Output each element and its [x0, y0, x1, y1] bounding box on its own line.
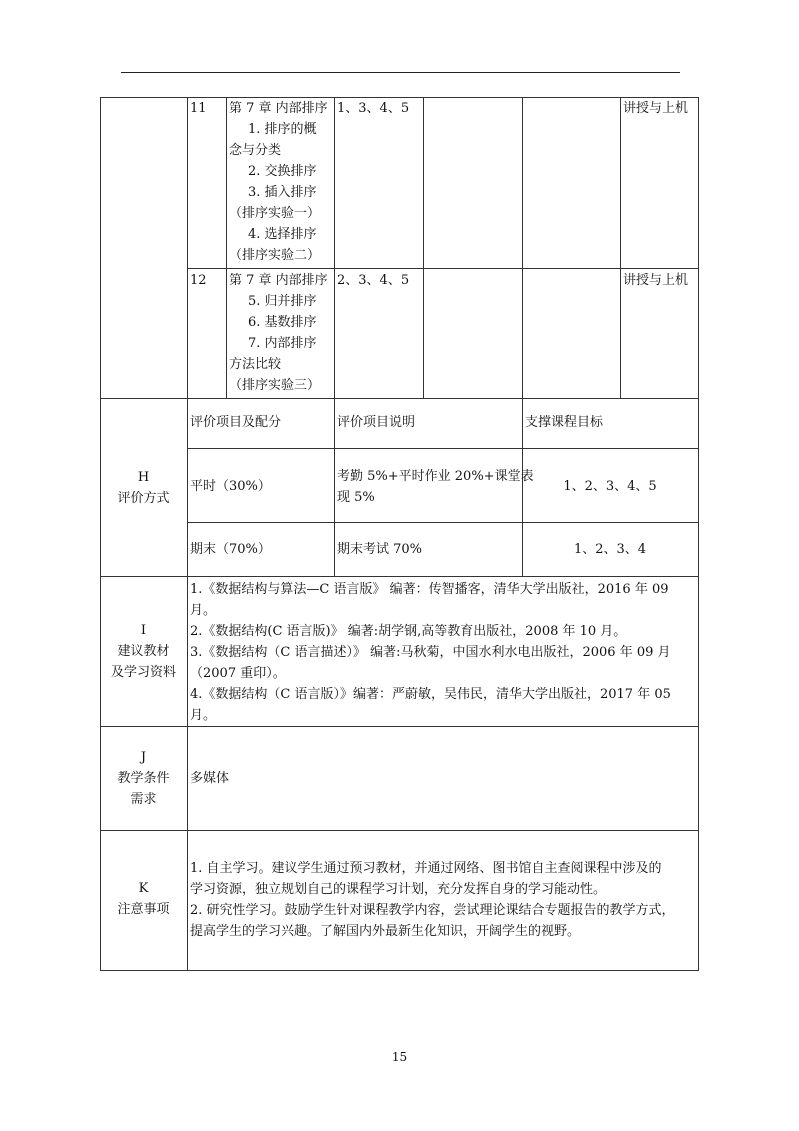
chapter-line: 5. 归并排序 [248, 294, 317, 309]
col-divider [423, 97, 424, 398]
section-title: 需求 [130, 792, 157, 807]
chapter-line: （排序实验三） [229, 378, 321, 393]
eval-goals: 1、2、3、4 [573, 542, 647, 557]
col-divider [226, 97, 227, 398]
table-border-right [698, 97, 699, 970]
row-divider [187, 448, 699, 449]
section-letter: J [140, 750, 147, 765]
reference-line: 月。 [190, 603, 217, 618]
section-title: 建议教材 [117, 644, 170, 659]
chapter-line: 念与分类 [229, 143, 282, 158]
label-column-divider [187, 97, 188, 970]
week-number: 12 [190, 273, 207, 288]
chapter-line: （排序实验二） [229, 248, 321, 263]
section-title: 及学习资料 [110, 665, 176, 680]
eval-item: 平时（30%） [190, 479, 271, 494]
eval-item: 期末（70%） [190, 542, 271, 557]
reference-line: 2.《数据结构(C 语言版)》 编著:胡学钢,高等教育出版社，2008 年 10 月。 [190, 624, 627, 639]
section-title: 评价方式 [117, 491, 170, 506]
col-divider [334, 97, 335, 398]
col-divider [334, 398, 335, 576]
reference-line: 4.《数据结构（C 语言版）》编著：严蔚敏，吴伟民，清华大学出版社，2017 年 05 [190, 687, 671, 702]
chapter-line: 第 7 章 内部排序 [229, 101, 328, 116]
reference-line: 月。 [190, 708, 217, 723]
eval-desc: 现 5% [337, 490, 375, 505]
chapter-line: 2. 交换排序 [248, 164, 317, 179]
section-title: 教学条件 [117, 771, 170, 786]
week-number: 11 [190, 101, 207, 116]
page-number: 15 [391, 1050, 408, 1064]
eval-goals: 1、2、3、4、5 [563, 479, 657, 494]
reference-line: 1.《数据结构与算法—C 语言版》 编著：传智播客，清华大学出版社，2016 年 09 [190, 582, 669, 597]
eval-header: 评价项目说明 [337, 415, 416, 430]
chapter-line: 7. 内部排序 [248, 336, 317, 351]
note-line: 1. 自主学习。建议学生通过预习教材，并通过网络、图书馆自主查阅课程中涉及的 [190, 861, 662, 876]
chapter-line: 方法比较 [229, 357, 282, 372]
supported-goals: 1、3、4、5 [337, 101, 410, 116]
eval-header: 评价项目及配分 [190, 415, 282, 430]
note-line: 提高学生的学习兴趣。了解国内外最新生化知识，开阔学生的视野。 [190, 924, 581, 939]
section-letter: K [138, 881, 149, 896]
chapter-line: 1. 排序的概 [248, 122, 317, 137]
note-line: 2. 研究性学习。鼓励学生针对课程教学内容，尝试理论课结合专题报告的教学方式， [190, 903, 675, 918]
col-divider [522, 97, 523, 398]
section-divider [100, 398, 699, 399]
reference-line: （2007 重印）。 [190, 666, 286, 681]
row-divider [187, 522, 699, 523]
section-divider [100, 830, 699, 831]
reference-line: 3.《数据结构（C 语言描述）》 编著:马秋菊，中国水利水电出版社，2006 年 09 月 [190, 645, 671, 660]
section-letter: I [140, 623, 147, 638]
eval-desc: 期末考试 70% [337, 542, 423, 557]
teaching-conditions: 多媒体 [190, 771, 230, 786]
section-divider [100, 726, 699, 727]
teaching-method: 讲授与上机 [623, 273, 689, 288]
chapter-line: 6. 基数排序 [248, 315, 317, 330]
section-title: 注意事项 [117, 902, 170, 917]
teaching-method: 讲授与上机 [623, 101, 689, 116]
chapter-line: 3. 插入排序 [248, 185, 317, 200]
eval-header: 支撑课程目标 [525, 415, 604, 430]
chapter-line: 4. 选择排序 [248, 227, 317, 242]
supported-goals: 2、3、4、5 [337, 273, 410, 288]
chapter-line: （排序实验一） [229, 206, 321, 221]
section-divider [100, 576, 699, 577]
col-divider [620, 97, 621, 398]
row-divider [187, 268, 699, 269]
eval-desc: 考勤 5%+平时作业 20%+课堂表 [337, 469, 534, 484]
table-border-bottom [100, 970, 699, 971]
chapter-line: 第 7 章 内部排序 [229, 273, 328, 288]
note-line: 学习资源，独立规划自己的课程学习计划，充分发挥自身的学习能动性。 [190, 882, 607, 897]
table-border-left [100, 97, 101, 970]
section-letter: H [137, 470, 150, 485]
